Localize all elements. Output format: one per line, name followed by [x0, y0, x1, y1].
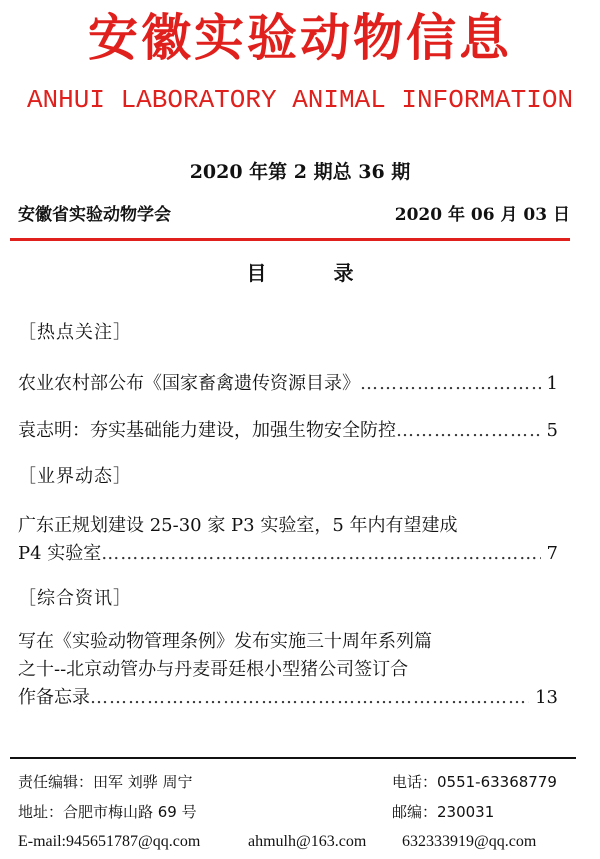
journal-title-english: ANHUI LABORATORY ANIMAL INFORMATION [26, 85, 574, 115]
footer-email-1[interactable]: E-mail:945651787@qq.com [18, 833, 201, 850]
toc-entry[interactable] [18, 512, 558, 568]
toc-page-number: 1 [546, 373, 558, 394]
publish-date: 2020 年 06 月 03 日 [394, 205, 570, 225]
journal-title-chinese: 安徽实验动物信息 [88, 9, 512, 67]
section-title-industry-news: ［业界动态］ [18, 466, 132, 487]
toc-page-number: 13 [535, 687, 558, 708]
toc-entry-title-line: 之十--北京动管办与丹麦哥廷根小型猪公司签订合 [18, 659, 409, 680]
footer-postcode: 邮编：230031 [392, 803, 495, 821]
toc-leader [396, 417, 541, 445]
section-title-general-news: ［综合资讯］ [18, 588, 132, 609]
issue-number: 2020 年第 2 期总 36 期 [189, 161, 411, 183]
footer-address: 地址：合肥市梅山路 69 号 [18, 803, 197, 821]
toc-entry-title: 农业农村部公布《国家畜禽遗传资源目录》 [18, 373, 360, 394]
toc-entry[interactable] [18, 370, 558, 398]
toc-entry-title: P4 实验室 [18, 543, 102, 564]
toc-entry-title: 作备忘录 [18, 687, 90, 708]
footer-divider [10, 757, 576, 759]
toc-heading: 目 录 [246, 261, 354, 285]
footer-email-2[interactable]: ahmulh@163.com [248, 833, 367, 850]
footer-phone: 电话：0551-63368779 [392, 773, 557, 791]
toc-leader [101, 540, 540, 568]
toc-entry-title: 袁志明：夯实基础能力建设，加强生物安全防控 [18, 420, 396, 441]
toc-entry[interactable] [18, 417, 558, 445]
toc-entry-title-line: 写在《实验动物管理条例》发布实施三十周年系列篇 [18, 631, 432, 652]
toc-page-number: 5 [546, 420, 558, 441]
toc-page-number: 7 [546, 543, 558, 564]
publisher-name: 安徽省实验动物学会 [18, 205, 171, 225]
footer-editors: 责任编辑：田军 刘骅 周宁 [18, 773, 193, 791]
toc-leader [360, 370, 541, 398]
toc-entry-title-line: 广东正规划建设 25-30 家 P3 实验室，5 年内有望建成 [18, 515, 458, 536]
toc-entry[interactable] [18, 628, 558, 712]
header-divider [10, 238, 570, 241]
section-title-hot-topics: ［热点关注］ [18, 322, 132, 343]
toc-leader [90, 684, 529, 712]
footer-email-3[interactable]: 632333919@qq.com [402, 833, 537, 850]
